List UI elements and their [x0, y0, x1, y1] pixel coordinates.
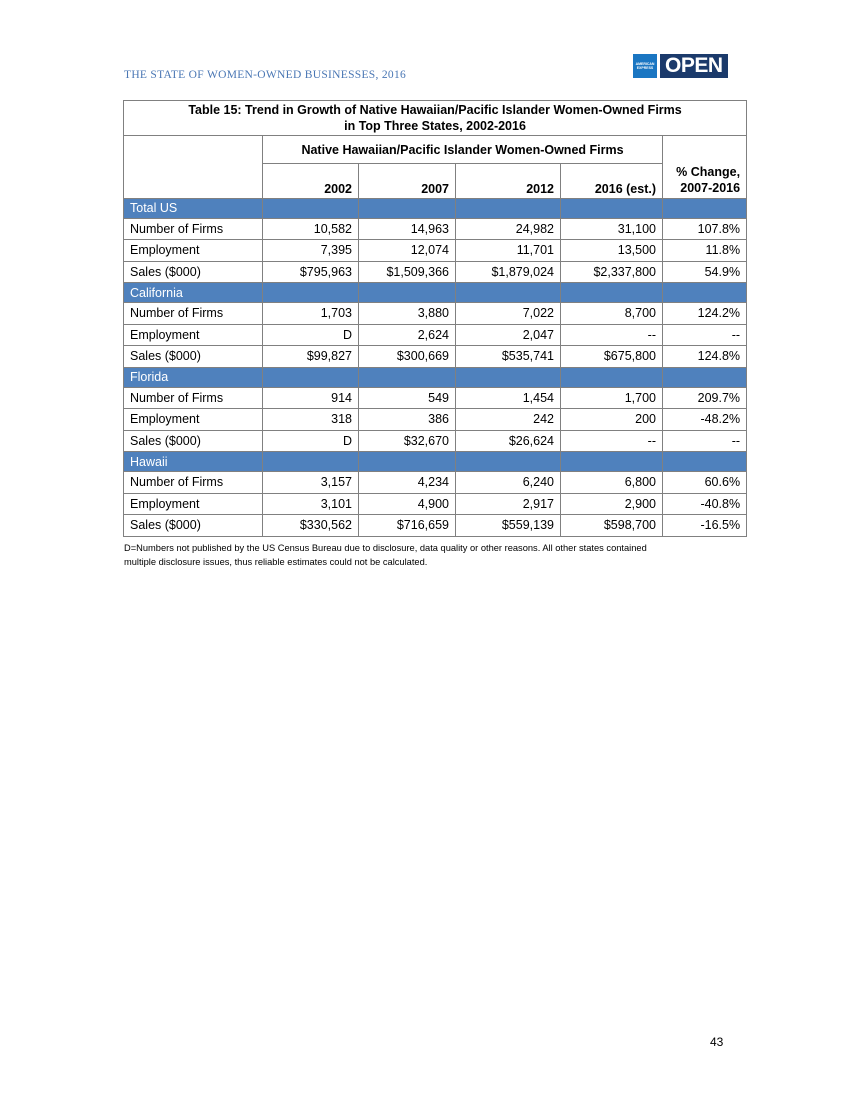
- row-label: Number of Firms: [124, 472, 263, 494]
- cell-2016: 6,800: [561, 472, 663, 494]
- row-label: Employment: [124, 493, 263, 515]
- column-header-2007: 2007: [359, 164, 456, 199]
- cell-2007: $300,669: [359, 346, 456, 368]
- row-label: Number of Firms: [124, 218, 263, 240]
- amex-logo-box: [633, 54, 657, 78]
- table-footnote: [124, 541, 724, 569]
- cell-2016: 1,700: [561, 387, 663, 409]
- row-label: Employment: [124, 324, 263, 346]
- cell-2007: $32,670: [359, 430, 456, 452]
- running-header-title: THE STATE OF WOMEN-OWNED BUSINESSES, 2016: [124, 69, 407, 81]
- cell-2012: $26,624: [456, 430, 561, 452]
- table-caption-line-1: Table 15: Trend in Growth of Native Hawaiian/Pacific Islander Women-Owned Firms: [188, 103, 682, 117]
- cell-2012: 2,917: [456, 493, 561, 515]
- table-row: [124, 261, 747, 283]
- section-row-florida: [124, 367, 747, 387]
- cell-pct-change: --: [663, 430, 747, 452]
- row-label: Employment: [124, 240, 263, 262]
- table-row: [124, 387, 747, 409]
- cell-2007: 386: [359, 409, 456, 431]
- cell-2016: 200: [561, 409, 663, 431]
- cell-2016: 13,500: [561, 240, 663, 262]
- cell-2016: $2,337,800: [561, 261, 663, 283]
- cell-pct-change: 60.6%: [663, 472, 747, 494]
- cell-2016: 2,900: [561, 493, 663, 515]
- cell-2016: 8,700: [561, 303, 663, 325]
- row-label: Number of Firms: [124, 387, 263, 409]
- table-caption: [124, 101, 747, 136]
- cell-pct-change: 107.8%: [663, 218, 747, 240]
- footnote-line-2: multiple disclosure issues, thus reliable estimates could not be calculated.: [124, 557, 428, 567]
- cell-2012: 24,982: [456, 218, 561, 240]
- cell-2007: 4,900: [359, 493, 456, 515]
- cell-2002: 10,582: [263, 218, 359, 240]
- section-row-hawaii: [124, 452, 747, 472]
- cell-2016: $675,800: [561, 346, 663, 368]
- row-label: Number of Firms: [124, 303, 263, 325]
- cell-2016: --: [561, 324, 663, 346]
- cell-pct-change: 124.2%: [663, 303, 747, 325]
- table-body: [124, 198, 747, 536]
- table-row: [124, 218, 747, 240]
- cell-2012: $1,879,024: [456, 261, 561, 283]
- cell-2007: 549: [359, 387, 456, 409]
- cell-2012: $535,741: [456, 346, 561, 368]
- cell-2002: D: [263, 430, 359, 452]
- section-label: Total US: [124, 198, 263, 218]
- cell-2012: 242: [456, 409, 561, 431]
- pct-change-header-line-2: 2007-2016: [680, 180, 741, 195]
- table-row: [124, 240, 747, 262]
- table-row: [124, 430, 747, 452]
- cell-pct-change: --: [663, 324, 747, 346]
- cell-2002: 1,703: [263, 303, 359, 325]
- table-row: [124, 324, 747, 346]
- cell-2002: 7,395: [263, 240, 359, 262]
- table-row: [124, 303, 747, 325]
- cell-2007: 3,880: [359, 303, 456, 325]
- column-header-2016: 2016 (est.): [561, 164, 663, 199]
- cell-2002: $99,827: [263, 346, 359, 368]
- section-row-total-us: [124, 198, 747, 218]
- column-header-2002: 2002: [263, 164, 359, 199]
- table-row: [124, 409, 747, 431]
- cell-pct-change: -40.8%: [663, 493, 747, 515]
- row-label: Sales ($000): [124, 515, 263, 537]
- amex-open-logo: [633, 54, 728, 78]
- cell-2002: $330,562: [263, 515, 359, 537]
- footnote-line-1: D=Numbers not published by the US Census Bureau due to disclosure, data quality or other reasons. All other states contained: [124, 543, 647, 553]
- cell-2002: 3,157: [263, 472, 359, 494]
- firms-growth-table: [123, 100, 747, 537]
- cell-2002: 318: [263, 409, 359, 431]
- cell-pct-change: -16.5%: [663, 515, 747, 537]
- table-row: [124, 346, 747, 368]
- pct-header-spacer: [663, 136, 747, 164]
- table-caption-line-2: in Top Three States, 2002-2016: [344, 119, 526, 133]
- cell-2007: 4,234: [359, 472, 456, 494]
- amex-logo-text-2: EXPRESS: [636, 66, 654, 70]
- cell-2016: --: [561, 430, 663, 452]
- cell-2016: 31,100: [561, 218, 663, 240]
- row-label: Sales ($000): [124, 430, 263, 452]
- cell-2007: 2,624: [359, 324, 456, 346]
- cell-2012: 11,701: [456, 240, 561, 262]
- cell-pct-change: 209.7%: [663, 387, 747, 409]
- cell-2007: $716,659: [359, 515, 456, 537]
- cell-pct-change: 54.9%: [663, 261, 747, 283]
- group-header: Native Hawaiian/Pacific Islander Women-Owned Firms: [263, 136, 663, 164]
- page-number: 43: [710, 1035, 724, 1049]
- table-row: [124, 515, 747, 537]
- section-label: California: [124, 283, 263, 303]
- cell-2012: 6,240: [456, 472, 561, 494]
- cell-2012: 2,047: [456, 324, 561, 346]
- cell-2002: $795,963: [263, 261, 359, 283]
- cell-2002: D: [263, 324, 359, 346]
- column-header-2012: 2012: [456, 164, 561, 199]
- cell-2007: 14,963: [359, 218, 456, 240]
- row-label: Sales ($000): [124, 346, 263, 368]
- cell-2012: $559,139: [456, 515, 561, 537]
- cell-2012: 1,454: [456, 387, 561, 409]
- cell-pct-change: -48.2%: [663, 409, 747, 431]
- section-label: Florida: [124, 367, 263, 387]
- row-label: Sales ($000): [124, 261, 263, 283]
- pct-change-header-line-1: % Change,: [676, 164, 741, 179]
- cell-2012: 7,022: [456, 303, 561, 325]
- open-wordmark: OPEN: [660, 54, 728, 78]
- amex-logo-text-1: AMERICAN: [635, 62, 655, 66]
- cell-2016: $598,700: [561, 515, 663, 537]
- pct-change-header: [663, 164, 747, 199]
- section-row-california: [124, 283, 747, 303]
- cell-pct-change: 11.8%: [663, 240, 747, 262]
- row-label-header: [124, 136, 263, 199]
- table-row: [124, 472, 747, 494]
- table-row: [124, 493, 747, 515]
- cell-pct-change: 124.8%: [663, 346, 747, 368]
- cell-2002: 914: [263, 387, 359, 409]
- row-label: Employment: [124, 409, 263, 431]
- cell-2007: 12,074: [359, 240, 456, 262]
- cell-2002: 3,101: [263, 493, 359, 515]
- section-label: Hawaii: [124, 452, 263, 472]
- cell-2007: $1,509,366: [359, 261, 456, 283]
